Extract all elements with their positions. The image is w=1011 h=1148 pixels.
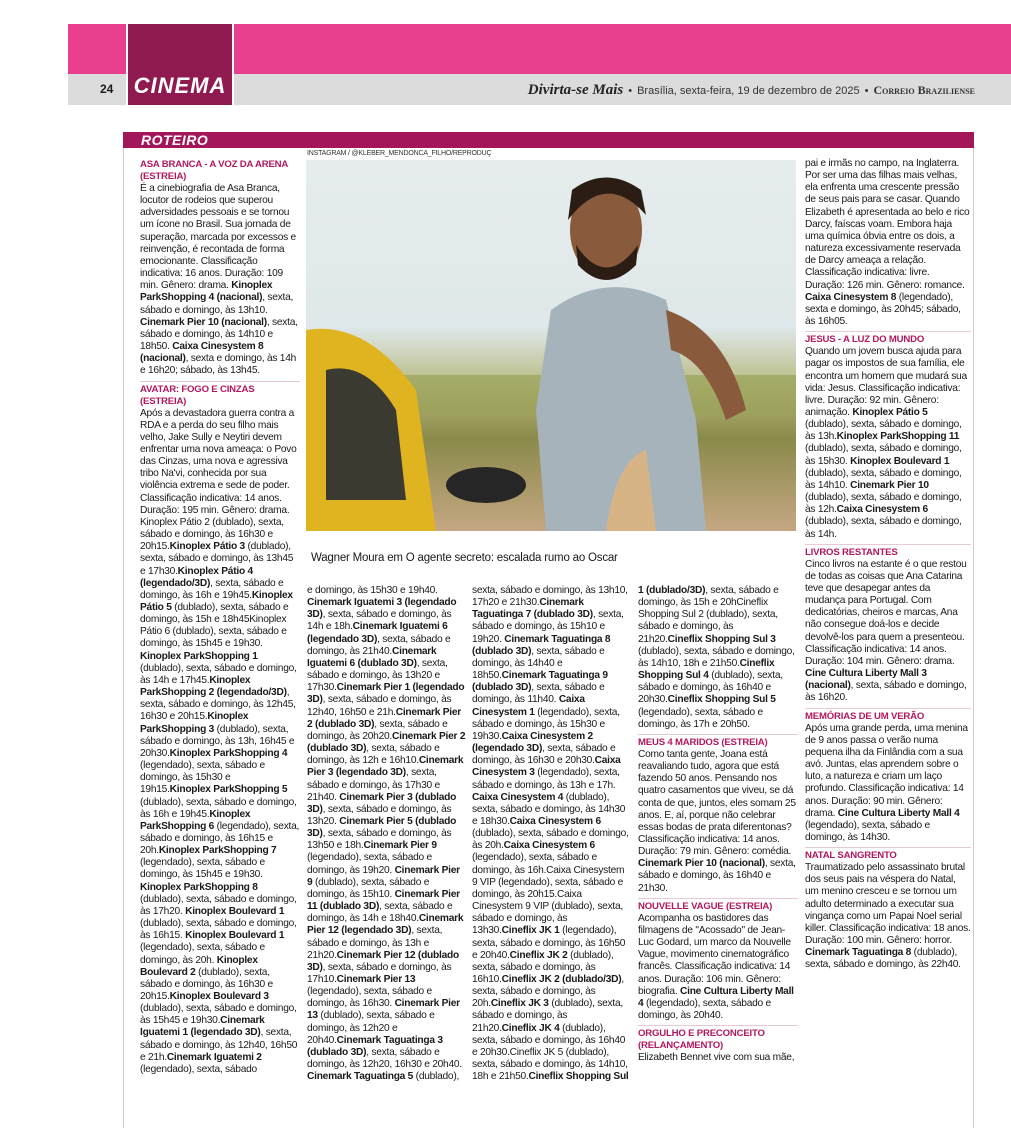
listing-text: , sexta, sábado e domingo, às 17h30 e 21h40. bbox=[307, 767, 440, 803]
listing-text: (dublado), sexta, sábado e domingo, às 16h40 e 20h30. bbox=[638, 670, 783, 706]
listing-text: (dublado), sexta, sábado e domingo, às 20h. bbox=[472, 828, 629, 852]
cinema-name: Cineflix Shopping Sul 3 bbox=[667, 633, 776, 645]
listing-text: Cinco livros na estante é o que restou de todas as coisas que Ana Catarina teve que desapegar antes da mudança para Portugal. Com dedicatórias, cheiros e marcas, Ana não consegue doá-los e decide devolvê-los para quem a presenteou. Classificação indicativa: 14 anos. Duração: 104 min. Gênero: drama. bbox=[805, 558, 967, 667]
listing-text: Após uma grande perda, uma menina de 9 anos passa o verão numa pequena ilha da Finlândia com a sua avó. Juntas, elas aprendem sobre o luto, a natureza e criam um laço profundo. Classificação indicativa: 14 anos. Duração: 90 min. Gênero: drama. bbox=[805, 722, 968, 819]
listing-body bbox=[805, 158, 971, 328]
listing-text: (dublado), sexta, sábado e domingo, às 15h45 e 19h30. bbox=[140, 1003, 297, 1027]
listing-text: É a cinebiografia de Asa Branca, locutor de rodeios que superou adversidades pessoais e se tornou um ícone no Brasil. Sua jornada de superação, marcada por excessos e reinvenção, é recontada de forma emocionante. Classificação indicativa: 16 anos. Duração: 109 min. Gênero: drama. bbox=[140, 183, 296, 292]
listing-body bbox=[140, 408, 300, 1077]
listing-text: (legendado), sexta, sábado e domingo, às 15h30 e 19h15. bbox=[140, 760, 265, 796]
cinema-name: Cinemark Pier 10 bbox=[850, 479, 929, 491]
listing-text: , sexta, sábado e domingo, às 13h50 e 18h. bbox=[307, 828, 452, 852]
cinema-name: Kinoplex ParkShopping 4 (nacional) bbox=[140, 280, 273, 304]
listing-title: NOUVELLE VAGUE (ESTREIA) bbox=[638, 898, 798, 913]
listing-text: (legendado), sexta, sábado e domingo, às 16h30. bbox=[307, 986, 432, 1010]
cinema-name: Cinemark Pier 12 (dublado 3D) bbox=[307, 949, 459, 973]
cinema-name: Cineflix JK 3 bbox=[490, 998, 549, 1010]
listing-text: (legendado), sexta, sábado e domingo, às 16h.Caixa Cinesystem 9 VIP (legendado), sexta, sábado e domingo, às 20h15.Caixa Cinesystem 9 VIP (dublado), sexta, sábado e domingo, às 13h30. bbox=[472, 852, 625, 937]
section-name: CINEMA bbox=[133, 73, 227, 98]
listing-text: (dublado), sexta, sábado e domingo, às 16h40 e 20h30.Cineflix JK 5 (dublado), sexta, sábado e domingo, às 14h10, 18h e 21h50. bbox=[472, 1022, 628, 1083]
listing-text: (legendado), sexta, sábado e domingo, às 15h45 e 19h30. bbox=[140, 857, 265, 881]
listing-body bbox=[638, 749, 798, 895]
listing-text: (dublado), sexta, sábado e domingo, às 14h e 17h45. bbox=[140, 662, 297, 686]
listing-text: , sexta, sábado e domingo, às 13h20. bbox=[307, 803, 452, 827]
listing-body bbox=[638, 1052, 798, 1064]
cinema-name: Cineflix Shopping Sul 5 bbox=[667, 694, 776, 706]
listing-body bbox=[805, 862, 971, 971]
listing-text: (legendado), sexta, sábado e domingo, às 19h20. bbox=[307, 852, 432, 876]
dateline: Brasília, sexta-feira, 19 de dezembro de 2025 bbox=[637, 85, 860, 97]
listing-text: (dublado), sexta, sábado e domingo, às 15h e 18h45Kinoplex Pátio 6 (dublado), sexta, sábado e domingo, às 15h45 e 19h30. bbox=[140, 602, 289, 650]
cinema-name: Caixa Cinesystem 6 bbox=[836, 504, 928, 516]
cinema-name: Cineflix Shopping Sul 4 bbox=[638, 657, 775, 682]
cinema-name: Cinemark Pier 3 (legendado 3D) bbox=[307, 755, 464, 779]
listing-text: , sexta, sábado e domingo, às 14h10 e 18h50. bbox=[140, 316, 298, 353]
section-block bbox=[126, 24, 234, 105]
newspaper-name: Correio Braziliense bbox=[873, 83, 975, 97]
listing-text: sexta, sábado e domingo, às 13h10, 17h20 e 21h30. bbox=[472, 585, 628, 609]
listing-text: , sexta, sábado e domingo, às 13h e 21h20. bbox=[307, 925, 443, 961]
bullet: • bbox=[864, 85, 869, 97]
listing-body bbox=[307, 585, 467, 1083]
listing-text: (legendado), sexta, sábado e domingo, às 13h e 17h. bbox=[472, 767, 620, 791]
cinema-name: Kinoplex ParkShopping 4 bbox=[169, 747, 288, 759]
listing-text: Elizabeth Bennet vive com sua mãe, bbox=[638, 1052, 795, 1064]
cinema-name: Kinoplex Boulevard 1 bbox=[850, 455, 950, 467]
listing-text: (legendado), sexta, sábado bbox=[140, 1063, 257, 1075]
cinema-name: Caixa Cinesystem 6 bbox=[503, 840, 595, 852]
listing-text: , sexta, sábado e domingo, às 17h10. bbox=[307, 961, 452, 985]
cinema-name: Caixa Cinesystem 4 bbox=[472, 791, 564, 803]
listing-text: (legendado), sexta, sábado e domingo, às 16h50 e 20h40. bbox=[472, 925, 626, 961]
listing-text: (dublado), sexta, sábado e domingo, às 16h e 19h45. bbox=[140, 796, 297, 820]
cinema-name: Kinoplex Boulevard 1 bbox=[185, 930, 285, 942]
cinema-name: Kinoplex Pátio 5 bbox=[852, 406, 928, 418]
listing-text: (legendado), sexta, sábado e domingo, às 16h15 e 20h. bbox=[140, 820, 300, 857]
listing-body bbox=[140, 183, 300, 378]
cinema-name: Cinemark Pier 3 (dublado 3D) bbox=[307, 791, 457, 815]
listing-text: , sexta, sábado e domingo, às 11h40. bbox=[472, 682, 605, 706]
listing-text: , sexta, sábado e domingo, às 14h e 18h40. bbox=[307, 901, 453, 925]
listing-title: ASA BRANCA - A VOZ DA ARENA (ESTREIA) bbox=[140, 159, 288, 182]
bullet: • bbox=[628, 85, 633, 97]
listing-text: , sexta, sábado e domingo, às 16h20. bbox=[805, 680, 967, 704]
cinema-name: Kinoplex ParkShopping 1 bbox=[140, 650, 258, 662]
listing-text: Traumatizado pelo assassinato brutal dos seus pais na véspera do Natal, um menino cresceu e se tornou um adulto determinado a executar sua vingança como um Papai Noel serial killer. Classificação indicativa: 18 anos. Duração: 100 min. Gênero: horror. bbox=[805, 862, 971, 947]
listing-text: , sexta, sábado e domingo, às 12h40, 16h50 e 21h. bbox=[307, 694, 452, 718]
column-2 bbox=[307, 585, 467, 1085]
listing-text: Como tanta gente, Joana está reavaliando tudo, agora que está fazendo 50 anos. Pensando nos quatro casamentos que viveu, se dá conta de que, juntos, eles somam 25 anos. E, aí, porque não celebrar essas bodas de prata diferentonas? Classificação indicativa: 14 anos. Duração: 79 min. Gênero: comédia. bbox=[638, 748, 796, 858]
cinema-name: Cinemark Pier 9 bbox=[307, 864, 460, 888]
cinema-name: Kinoplex ParkShopping 8 bbox=[140, 881, 258, 893]
cinema-name: Caixa Cinesystem 2 (legendado 3D) bbox=[472, 730, 593, 755]
listing-text: (dublado), sexta, sábado e domingo, às 15h30. bbox=[805, 443, 962, 467]
listing-body bbox=[805, 346, 971, 541]
column-5 bbox=[805, 158, 971, 974]
listing-text: (dublado), sexta, sábado e domingo, às 16h10. bbox=[472, 949, 614, 985]
listing-text: , sexta, sábado e domingo, às 13h20 e 17h30. bbox=[307, 657, 448, 694]
cinema-name: Cinemark Taguatinga 8 (dublado 3D) bbox=[472, 633, 611, 657]
cinema-name: Cineflix JK 1 bbox=[501, 925, 560, 937]
listing-text: Após a devastadora guerra contra a RDA e a perda do seu filho mais velho, Jake Sully e Neytiri devem enfrentar uma nova ameaça: o Povo das Cinzas, uma nova e agressiva tribo Na'vi, conhecida por sua violência extrema e sede de poder. Classificação indicativa: 14 anos. Duração: 195 min. Gênero: drama. Kinoplex Pátio 2 (dublado), sexta, sábado e domingo, às 16h30 e 20h15. bbox=[140, 407, 297, 553]
listing-text: (dublado), sexta, sábado e domingo, às 13h, 16h45 e 20h30. bbox=[140, 723, 295, 759]
roteiro-label: ROTEIRO bbox=[141, 132, 209, 148]
listing-text: (legendado), sexta, sábado e domingo, às 20h40. bbox=[638, 997, 771, 1021]
listing-title: ORGULHO E PRECONCEITO (RELANÇAMENTO) bbox=[638, 1025, 798, 1052]
listing-body bbox=[638, 913, 798, 1022]
cinema-name: Kinoplex Pátio 4 (legendado/3D) bbox=[140, 565, 253, 589]
listing-text: (legendado), sexta, sábado e domingo, às 14h30. bbox=[805, 819, 930, 843]
cinema-name: Cinemark Pier 5 (dublado 3D) bbox=[307, 815, 457, 840]
cinema-name: Caixa Cinesystem 8 bbox=[805, 291, 897, 303]
cinema-name: Cinemark Taguatinga 5 bbox=[307, 1071, 414, 1083]
listing-text: (dublado), sexta, sábado e domingo, às 15h10. bbox=[307, 876, 430, 900]
cinema-name: Cinemark Pier 10 (nacional) bbox=[140, 316, 267, 328]
listing-text: (legendado), sexta, sábado e domingo, às 15h30 e 19h30. bbox=[472, 706, 620, 742]
cinema-name: Cinemark Pier 10 (nacional) bbox=[638, 858, 765, 870]
listing-text: , sexta, sábado e domingo, às 16h40 e 21h30. bbox=[638, 858, 796, 894]
cinema-name: Cinemark Pier 12 (legendado 3D) bbox=[307, 913, 464, 937]
listing-text: (legendado), sexta, sábado e domingo, às 17h e 20h50. bbox=[638, 706, 763, 730]
column-1 bbox=[140, 157, 300, 1078]
listing-text: , sexta, sábado e domingo, às 14h40 e 18h50. bbox=[472, 645, 605, 682]
cinema-name: Cinemark Taguatinga 3 (dublado 3D) bbox=[307, 1034, 443, 1058]
listing-text: Quando um jovem busca ajuda para pagar os impostos de sua família, ele encontra um homem que mudará sua vida: Jesus. Classificação indicativa: livre. Duração: 92 min. Gênero: animação. bbox=[805, 346, 967, 418]
listing-text: , sexta, sábado e domingo, às 13h10. bbox=[140, 292, 294, 316]
cinema-name: Cinemark Pier 2 (dublado 3D) bbox=[307, 706, 462, 730]
listing-text: , sexta, sábado e domingo, às 15h e 20hCineflix Shopping Sul 2 (dublado), sexta, sábado e domingo, às 21h20. bbox=[638, 585, 779, 645]
listing-body bbox=[638, 585, 798, 731]
cinema-name: Cinemark Pier 9 bbox=[363, 840, 437, 852]
listing-title: AVATAR: FOGO E CINZAS (ESTREIA) bbox=[140, 381, 300, 408]
listing-text: (dublado), sexta, sábado e domingo, às 17h20. bbox=[140, 893, 297, 917]
cinema-name: Cinemark Taguatinga 9 (dublado 3D) bbox=[472, 670, 608, 694]
listing-text: (dublado), sexta, sábado e domingo, às 16h30 e 20h15. bbox=[140, 966, 273, 1002]
listing-body bbox=[805, 559, 971, 705]
photo-caption: Wagner Moura em O agente secreto: escalada rumo ao Oscar bbox=[311, 552, 618, 564]
listing-title: JESUS - A LUZ DO MUNDO bbox=[805, 331, 971, 346]
listing-text: (dublado), sexta, sábado e domingo, às 21h20. bbox=[472, 998, 623, 1034]
cinema-name: Kinoplex Boulevard 3 bbox=[169, 991, 269, 1002]
column-3 bbox=[472, 585, 632, 1085]
cinema-name: Caixa Cinesystem 8 (nacional) bbox=[140, 341, 264, 365]
cinema-name: Cinemark Iguatemi 3 (legendado 3D) bbox=[307, 597, 457, 621]
cinema-name: 1 (dublado/3D) bbox=[638, 585, 706, 596]
listing-body bbox=[472, 585, 632, 1083]
photo-credit: INSTAGRAM / @KLEBER_MENDONCA_FILHO/REPRODUÇ bbox=[307, 150, 492, 157]
listing-text: (dublado), sexta, sábado e domingo, às 14h30 e 18h30. bbox=[472, 791, 626, 827]
listing-text: Acompanha os bastidores das filmagens de "Acossado" de Jean-Luc Godard, um marco da Nouvelle Vague, movimento cinematográfico francês. Classificação indicativa: 14 anos. Duração: 106 min. Gênero: biografia. bbox=[638, 912, 791, 997]
listing-text: (dublado), sexta, sábado e domingo, às 13h. bbox=[805, 419, 962, 443]
listing-title: LIVROS RESTANTES bbox=[805, 544, 971, 559]
listing-text: (dublado), sexta, sábado e domingo, às 14h. bbox=[805, 516, 962, 540]
cinema-name: Kinoplex Pátio 3 bbox=[169, 541, 245, 553]
cinema-name: Caixa Cinesystem 3 bbox=[472, 755, 621, 779]
cinema-name: Cinemark Iguatemi 6 (legendado 3D) bbox=[307, 621, 448, 645]
listing-text: (dublado), sexta, sábado e domingo, às 12h20 e 20h40. bbox=[307, 1010, 435, 1046]
listing-title: NATAL SANGRENTO bbox=[805, 847, 971, 862]
cinema-name: Cinemark Pier 11 (dublado 3D) bbox=[307, 888, 460, 913]
listing-text: e domingo, às 15h30 e 19h40. bbox=[307, 585, 438, 596]
listing-title: MEUS 4 MARIDOS (ESTREIA) bbox=[638, 734, 798, 749]
listing-text: , sexta, sábado e domingo, às 12h40, 16h50 e 21h. bbox=[140, 1027, 298, 1063]
cinema-name: Cine Cultura Liberty Mall 4 bbox=[638, 985, 794, 1009]
cinema-name: Cinemark Pier 2 (dublado 3D) bbox=[307, 730, 466, 755]
cinema-name: Cineflix JK 2 bbox=[509, 949, 568, 961]
cinema-name: Kinoplex ParkShopping 5 bbox=[169, 784, 288, 796]
listing-text: (dublado), sexta, sábado e domingo, às 22h40. bbox=[805, 947, 961, 971]
listing-text: , sexta e domingo, às 14h e 16h20; sábado, às 13h45. bbox=[140, 353, 297, 377]
listing-text: , sexta, sábado e domingo, às 20h. bbox=[472, 974, 624, 1010]
listing-text: , sexta, sábado e domingo, às 12h e 16h10. bbox=[307, 743, 440, 767]
column-4 bbox=[638, 585, 798, 1066]
listing-text: , sexta, sábado e domingo, às 16h30 e 20h30. bbox=[472, 743, 616, 767]
cinema-name: Kinoplex ParkShopping 7 bbox=[158, 845, 277, 857]
cinema-name: Caixa Cinesystem 6 bbox=[509, 815, 601, 827]
cinema-name: Cinemark Iguatemi 2 bbox=[166, 1051, 262, 1063]
cinema-name: Kinoplex Boulevard 1 bbox=[185, 905, 285, 917]
cinema-name: Kinoplex ParkShopping 3 bbox=[140, 711, 249, 735]
cinema-name: Cinemark Pier 13 bbox=[307, 998, 460, 1022]
cinema-name: Caixa Cinesystem 1 bbox=[472, 694, 585, 718]
cinema-name: Cine Cultura Liberty Mall 4 bbox=[837, 807, 960, 819]
masthead bbox=[528, 82, 975, 99]
cinema-name: Cinemark Taguatinga 8 bbox=[805, 947, 912, 959]
cinema-name: Cineflix Shopping Sul bbox=[528, 1071, 629, 1083]
listing-text: (dublado), sexta, sábado e domingo, às 16h15. bbox=[140, 918, 297, 942]
cinema-name: Cine Cultura Liberty Mall 3 (nacional) bbox=[805, 668, 927, 692]
cinema-name: Cinemark Pier 1 (legendado 3D) bbox=[307, 682, 465, 706]
listing-text: , sexta, sábado e domingo, às 15h10 e 19h20. bbox=[472, 609, 624, 645]
cinema-name: Cinemark Iguatemi 6 (dublado 3D) bbox=[307, 645, 437, 669]
listing-text: , sexta, sábado e domingo, às 12h45, 16h30 e 20h15. bbox=[140, 687, 296, 723]
photo bbox=[306, 160, 796, 531]
listing-text: (dublado), sexta, sábado e domingo, às 13h45 e 17h30. bbox=[140, 541, 294, 577]
listing-text: , sexta, sábado e domingo, às 21h40. bbox=[307, 633, 451, 657]
cinema-name: Cinemark Iguatemi 1 (legendado 3D) bbox=[140, 1015, 265, 1039]
listing-title: MEMÓRIAS DE UM VERÃO bbox=[805, 708, 971, 723]
listing-text: (dublado), bbox=[413, 1071, 460, 1083]
roteiro-bar bbox=[123, 132, 974, 148]
listing-text: (dublado), sexta, sábado e domingo, às 14h10, 18h e 21h50. bbox=[638, 645, 795, 669]
listing-text: (legendado), sexta, sábado e domingo, às 20h. bbox=[140, 942, 265, 966]
listing-text: (dublado), sexta, sábado e domingo, às 14h10. bbox=[805, 467, 962, 491]
photo-illustration bbox=[306, 160, 796, 531]
listing-text: (legendado), sexta e domingo, às 20h45; sábado, às 16h05. bbox=[805, 291, 961, 328]
listing-text: , sexta, sábado e domingo, às 16h e 19h45. bbox=[140, 577, 284, 601]
supplement-name: Divirta-se Mais bbox=[527, 82, 624, 98]
listing-body bbox=[805, 723, 971, 845]
listing-text: (dublado), sexta, sábado e domingo, às 12h. bbox=[805, 492, 962, 516]
cinema-name: Cineflix JK 4 bbox=[501, 1022, 560, 1034]
cinema-name: Kinoplex Boulevard 2 bbox=[140, 954, 258, 978]
page-number: 24 bbox=[100, 82, 114, 96]
cinema-name: Kinoplex ParkShopping 2 (legendado/3D) bbox=[140, 674, 287, 699]
cinema-name: Cinemark Pier 13 bbox=[336, 974, 416, 985]
listing-text: pai e irmãs no campo, na Inglaterra. Por ser uma das filhas mais velhas, ela enfrenta uma crescente pressão de seus pais para se casar. Quando Elizabeth é apresentada ao belo e rico Darcy, faíscas voam. Embora haja uma química óbvia entre os dois, a natureza excessivamente reservada de Darcy ameaça a relação. Classificação indicativa: livre. Duração: 126 min. Gênero: romance. bbox=[805, 158, 970, 291]
listing-text: , sexta, sábado e domingo, às 12h20, 16h30 e 20h40. bbox=[307, 1046, 462, 1071]
cinema-name: Cineflix JK 2 (dublado/3D) bbox=[501, 974, 622, 985]
cinema-name: Kinoplex ParkShopping 6 bbox=[140, 808, 251, 832]
cinema-name: Cinemark Taguatinga 7 (dublado 3D) bbox=[472, 597, 593, 621]
listing-text: , sexta, sábado e domingo, às 14h e 18h. bbox=[307, 609, 452, 633]
cinema-name: Kinoplex Pátio 5 bbox=[140, 589, 293, 613]
listing-text: , sexta, sábado e domingo, às 20h20. bbox=[307, 718, 448, 742]
cinema-name: Kinoplex ParkShopping 11 bbox=[836, 431, 960, 443]
